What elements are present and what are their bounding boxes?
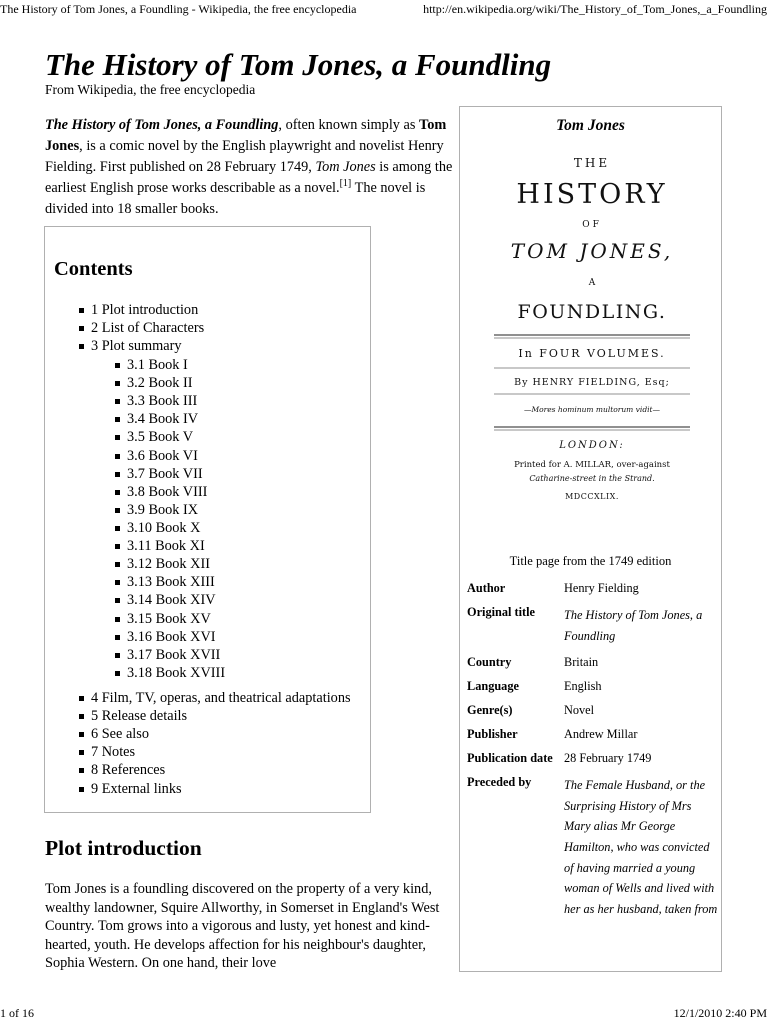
infobox-value: English	[564, 679, 602, 694]
bullet-icon	[79, 696, 84, 701]
infobox-label: Language	[467, 679, 519, 694]
toc-subitem[interactable]	[115, 483, 225, 501]
infobox-value-link[interactable]: The Female Husband, or the Surprising History of Mrs Mary alias Mr George Hamilton, who was convicted of having married a young woman of Wells and lived with her as her husband, taken from	[564, 778, 718, 916]
toc-link[interactable]: 3.14 Book XIV	[127, 592, 216, 609]
infobox-value: Novel	[564, 703, 595, 718]
title-page-foundling: FOUNDLING.	[517, 301, 667, 323]
infobox-label: Publication date	[467, 751, 553, 766]
toc-link[interactable]: 3.5 Book V	[127, 429, 194, 446]
print-header-url: http://en.wikipedia.org/wiki/The_History_of_Tom_Jones,_a_Foundling	[423, 2, 767, 16]
toc-subitem[interactable]	[115, 573, 225, 591]
toc-link[interactable]: 9 External links	[91, 780, 182, 797]
toc-link[interactable]: 3.17 Book XVII	[127, 646, 221, 663]
toc-subitem[interactable]	[115, 664, 225, 682]
toc-link[interactable]: 3.16 Book XVI	[127, 628, 216, 645]
title-page-image	[484, 145, 700, 525]
toc-link[interactable]: 3.18 Book XVIII	[127, 664, 226, 681]
toc-item[interactable]	[79, 761, 351, 779]
title-page-volumes: In FOUR VOLUMES.	[518, 347, 666, 360]
toc-item[interactable]	[79, 725, 351, 743]
infobox-label: Original title	[467, 605, 535, 619]
infobox-row-author	[467, 581, 719, 602]
toc-link[interactable]: 6 See also	[91, 726, 149, 743]
infobox	[459, 106, 722, 972]
title-page-printed-line-2: Catharine-street in the Strand.	[529, 474, 655, 483]
infobox-title: Tom Jones	[556, 117, 625, 134]
bullet-icon	[115, 435, 120, 440]
infobox-label: Preceded by	[467, 775, 532, 790]
title-page-of: OF	[582, 220, 602, 230]
title-page-history: HISTORY	[516, 179, 668, 210]
print-footer-datetime: 12/1/2010 2:40 PM	[673, 1006, 767, 1020]
toc-link[interactable]: 3.4 Book IV	[127, 411, 199, 428]
reference-link[interactable]: [1]	[339, 178, 352, 190]
toc-subitem[interactable]	[115, 591, 225, 609]
infobox-row-publication-date	[467, 748, 719, 772]
toc-link[interactable]: 3.10 Book X	[127, 519, 201, 536]
bullet-icon	[79, 768, 84, 773]
title-page-author: By HENRY FIELDING, Esq;	[514, 377, 670, 388]
title-page-london: LONDON:	[559, 440, 625, 451]
bullet-icon	[115, 635, 120, 640]
toc-subitem[interactable]	[115, 392, 225, 410]
title-page-year: MDCCXLIX.	[565, 492, 619, 501]
title-page-the: THE	[573, 156, 611, 170]
toc-link[interactable]: 3.15 Book XV	[127, 610, 211, 627]
toc-list-top	[79, 301, 204, 355]
bullet-icon	[115, 598, 120, 603]
lead-bold-title: The History of Tom Jones, a Foundling	[45, 117, 279, 133]
bullet-icon	[79, 308, 84, 313]
bullet-icon	[115, 454, 120, 459]
title-page-printed-line-1: Printed for A. MILLAR, over-against	[514, 460, 670, 470]
bullet-icon	[115, 617, 120, 622]
infobox-row-language	[467, 676, 719, 700]
toc-link[interactable]: 3.12 Book XII	[127, 556, 210, 573]
bullet-icon	[115, 399, 120, 404]
toc-item[interactable]	[79, 301, 204, 319]
bullet-icon	[115, 653, 120, 658]
bullet-icon	[115, 526, 120, 531]
toc-sublist-plot-summary	[115, 356, 225, 682]
toc-link[interactable]: 3.8 Book VIII	[127, 483, 208, 500]
bullet-icon	[115, 363, 120, 368]
bullet-icon	[115, 508, 120, 513]
print-footer-page-count: 1 of 16	[0, 1006, 34, 1020]
infobox-value: Andrew Millar	[564, 727, 638, 742]
page-tagline: From Wikipedia, the free encyclopedia	[45, 82, 256, 97]
toc-subitem[interactable]	[115, 555, 225, 573]
toc-item[interactable]	[79, 319, 204, 337]
bullet-icon	[79, 326, 84, 331]
infobox-label: Genre(s)	[467, 703, 513, 718]
infobox-row-country	[467, 652, 719, 676]
print-header-title: The History of Tom Jones, a Foundling - Wikipedia, the free encyclopedia	[0, 2, 357, 16]
infobox-row-preceded-by	[467, 772, 719, 925]
bullet-icon	[79, 732, 84, 737]
toc-link[interactable]: 2 List of Characters	[91, 320, 205, 337]
infobox-table	[467, 581, 719, 925]
toc-item[interactable]	[79, 707, 351, 725]
infobox-label: Country	[467, 655, 512, 670]
toc-subitem[interactable]	[115, 465, 225, 483]
toc-item[interactable]	[79, 780, 351, 798]
title-page-motto: —Mores hominum multorum vidit—	[523, 405, 661, 414]
toc-link[interactable]: 5 Release details	[91, 708, 188, 725]
toc-subitem[interactable]	[115, 646, 225, 664]
lead-text: is among the earliest English prose works describable as a novel.	[45, 159, 453, 196]
bullet-icon	[79, 787, 84, 792]
bullet-icon	[115, 472, 120, 477]
infobox-row-original-title	[467, 602, 719, 652]
toc-subitem[interactable]	[115, 447, 225, 465]
infobox-value: Britain	[564, 655, 599, 670]
toc-subitem[interactable]	[115, 537, 225, 555]
bullet-icon	[115, 417, 120, 422]
bullet-icon	[115, 580, 120, 585]
toc-subitem[interactable]	[115, 501, 225, 519]
toc-item[interactable]	[79, 337, 204, 355]
bullet-icon	[115, 562, 120, 567]
toc-link[interactable]: 3.9 Book IX	[127, 501, 199, 518]
infobox-value: Henry Fielding	[564, 581, 639, 595]
lead-text: , often known simply as	[278, 117, 419, 133]
toc-link[interactable]: 4 Film, TV, operas, and theatrical adaptations	[91, 690, 351, 706]
toc-link[interactable]: 3.3 Book III	[127, 393, 198, 410]
toc-subitem[interactable]	[115, 410, 225, 428]
toc-link[interactable]: 3.11 Book XI	[127, 538, 205, 555]
toc-subitem[interactable]	[115, 356, 225, 374]
bullet-icon	[79, 344, 84, 349]
lead-text: , is a comic novel by the English playwright and novelist Henry Fielding. First published on 28 February 1749,	[45, 138, 444, 175]
toc-title: Contents	[54, 258, 133, 280]
bullet-icon	[115, 490, 120, 495]
infobox-label: Publisher	[467, 727, 518, 742]
bullet-icon	[79, 750, 84, 755]
lead-text: The novel is divided into 18 smaller books.	[45, 180, 426, 217]
section-heading-plot-introduction: Plot introduction	[45, 836, 202, 860]
bullet-icon	[79, 714, 84, 719]
title-page-tom-jones: TOM JONES,	[510, 239, 674, 263]
infobox-row-genre	[467, 700, 719, 724]
toc-link[interactable]: 3 Plot summary	[91, 338, 182, 355]
page-title: The History of Tom Jones, a Foundling	[45, 47, 552, 82]
toc-subitem[interactable]	[115, 428, 225, 446]
infobox-row-publisher	[467, 724, 719, 748]
toc-subitem[interactable]	[115, 374, 225, 392]
plot-introduction-text: Tom Jones is a foundling discovered on the property of a very kind, wealthy landowner, Squire Allworthy, in Somerset in England's West Country. Tom grows into a vigorous and lusty, yet honest and kind-hearted, youth. He develops affection for his neighbour's daughter, Sophia Western. On one hand, their love	[45, 881, 440, 972]
toc-subitem[interactable]	[115, 610, 225, 628]
bullet-icon	[115, 671, 120, 676]
toc-item[interactable]	[79, 743, 351, 761]
toc-link[interactable]: 8 References	[91, 762, 166, 779]
title-page-a: A	[588, 278, 596, 288]
bullet-icon	[115, 544, 120, 549]
lead-italic-short: Tom Jones	[315, 159, 376, 175]
toc-link[interactable]: 3.7 Book VII	[127, 465, 203, 482]
toc-subitem[interactable]	[115, 628, 225, 646]
toc-link[interactable]: 3.1 Book I	[127, 357, 188, 373]
infobox-caption: Title page from the 1749 edition	[509, 554, 672, 568]
toc-link[interactable]: 3.2 Book II	[127, 375, 193, 392]
infobox-label: Author	[467, 581, 506, 595]
bullet-icon	[115, 381, 120, 386]
lead-paragraph	[45, 115, 453, 220]
toc-link[interactable]: 3.6 Book VI	[127, 447, 198, 464]
toc-link[interactable]: 3.13 Book XIII	[127, 574, 215, 591]
infobox-value: The History of Tom Jones, a Foundling	[564, 608, 703, 643]
toc-link[interactable]: 7 Notes	[91, 744, 136, 761]
infobox-value: 28 February 1749	[564, 751, 652, 766]
toc-list-bottom	[79, 689, 351, 798]
table-of-contents	[44, 226, 371, 813]
toc-subitem[interactable]	[115, 519, 225, 537]
lead-bold-short: Tom Jones	[45, 117, 447, 154]
toc-link[interactable]: 1 Plot introduction	[91, 302, 199, 318]
toc-item[interactable]	[79, 689, 351, 707]
